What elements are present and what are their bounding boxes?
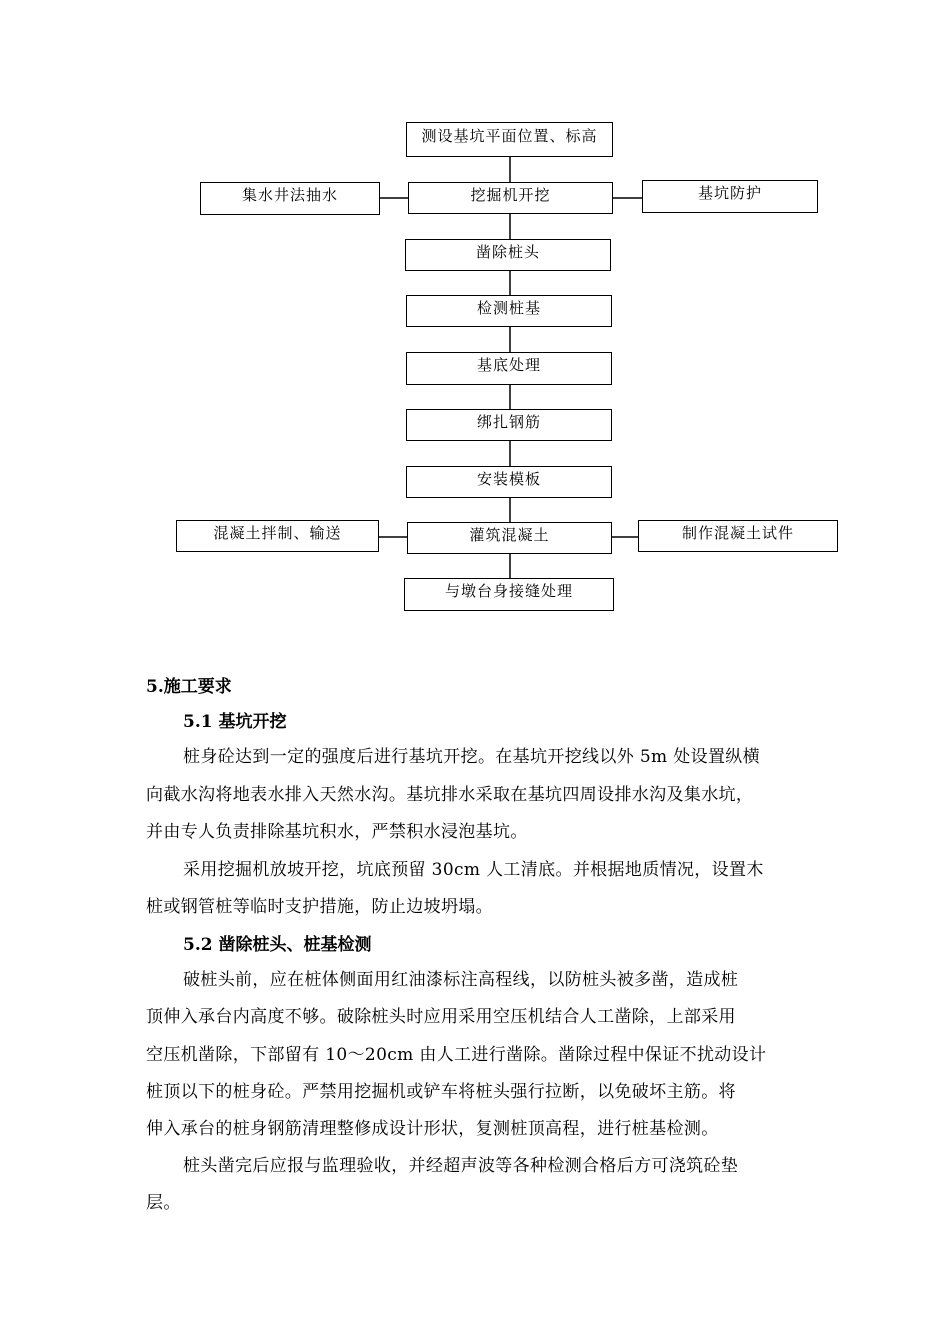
side-test-specimen-box — [638, 520, 838, 552]
step-pile-test-box — [406, 295, 612, 327]
step-excavation-label: 挖掘机开挖 — [470, 185, 551, 204]
step-rebar-box — [406, 409, 612, 441]
side-pit-protection-box — [642, 180, 818, 213]
side-dewater-label: 集水井法抽水 — [241, 186, 338, 204]
step-joint-treatment-label: 与墩台身接缝处理 — [444, 582, 573, 600]
paragraph-line: 顶伸入承台内高度不够。破除桩头时应用采用空压机结合人工凿除，上部采用 — [146, 1007, 736, 1027]
paragraph-line: 桩身砼达到一定的强度后进行基坑开挖。在基坑开挖线以外 5m 处设置纵横 — [183, 747, 760, 767]
paragraph-line: 空压机凿除，下部留有 10～20cm 由人工进行凿除。凿除过程中保证不扰动设计 — [146, 1045, 767, 1065]
step-formwork-label: 安装模板 — [476, 469, 541, 488]
side-test-specimen-label: 制作混凝土试件 — [681, 523, 794, 542]
side-concrete-mixing-label: 混凝土拌制、输送 — [213, 523, 342, 542]
section-5-2-heading: 5.2 凿除桩头、桩基检测 — [183, 935, 372, 955]
side-concrete-mixing-box — [176, 520, 379, 552]
paragraph-line: 桩顶以下的桩身砼。严禁用挖掘机或铲车将桩头强行拉断，以免破坏主筋。将 — [146, 1082, 736, 1102]
step-pile-head-label: 凿除桩头 — [475, 242, 540, 261]
paragraph-line: 采用挖掘机放坡开挖，坑底预留 30cm 人工清底。并根据地质情况，设置木 — [183, 860, 764, 880]
paragraph-line: 伸入承台的桩身钢筋清理整修成设计形状，复测桩顶高程，进行桩基检测。 — [146, 1119, 719, 1139]
step-survey-label: 测设基坑平面位置、标高 — [421, 127, 598, 145]
step-base-treatment-label: 基底处理 — [476, 356, 541, 374]
side-pit-protection-label: 基坑防护 — [697, 184, 762, 202]
step-base-treatment-box — [406, 352, 612, 385]
side-dewater-box — [200, 182, 380, 215]
step-pile-test-label: 检测桩基 — [476, 298, 541, 317]
step-formwork-box — [406, 466, 612, 498]
step-pouring-label: 灌筑混凝土 — [469, 525, 550, 544]
paragraph-line: 桩或钢管桩等临时支护措施，防止边坡坍塌。 — [146, 897, 493, 917]
paragraph-line: 并由专人负责排除基坑积水，严禁积水浸泡基坑。 — [146, 822, 528, 842]
step-rebar-label: 绑扎钢筋 — [476, 412, 541, 431]
section-5-heading: 5.施工要求 — [146, 677, 232, 697]
paragraph-line: 破桩头前，应在桩体侧面用红油漆标注高程线，以防桩头被多凿，造成桩 — [183, 970, 739, 990]
construction-flowchart — [0, 0, 950, 640]
step-pile-head-box — [405, 239, 611, 271]
paragraph-line: 层。 — [146, 1193, 181, 1213]
paragraph-line: 桩头凿完后应报与监理验收，并经超声波等各种检测合格后方可浇筑砼垫 — [183, 1156, 739, 1176]
step-pouring-box — [407, 522, 612, 554]
step-excavation-box — [408, 182, 613, 214]
step-joint-treatment-box — [404, 578, 614, 611]
step-survey-box — [406, 122, 613, 157]
section-5-1-heading: 5.1 基坑开挖 — [183, 712, 287, 732]
paragraph-line: 向截水沟将地表水排入天然水沟。基坑排水采取在基坑四周设排水沟及集水坑， — [146, 785, 754, 805]
